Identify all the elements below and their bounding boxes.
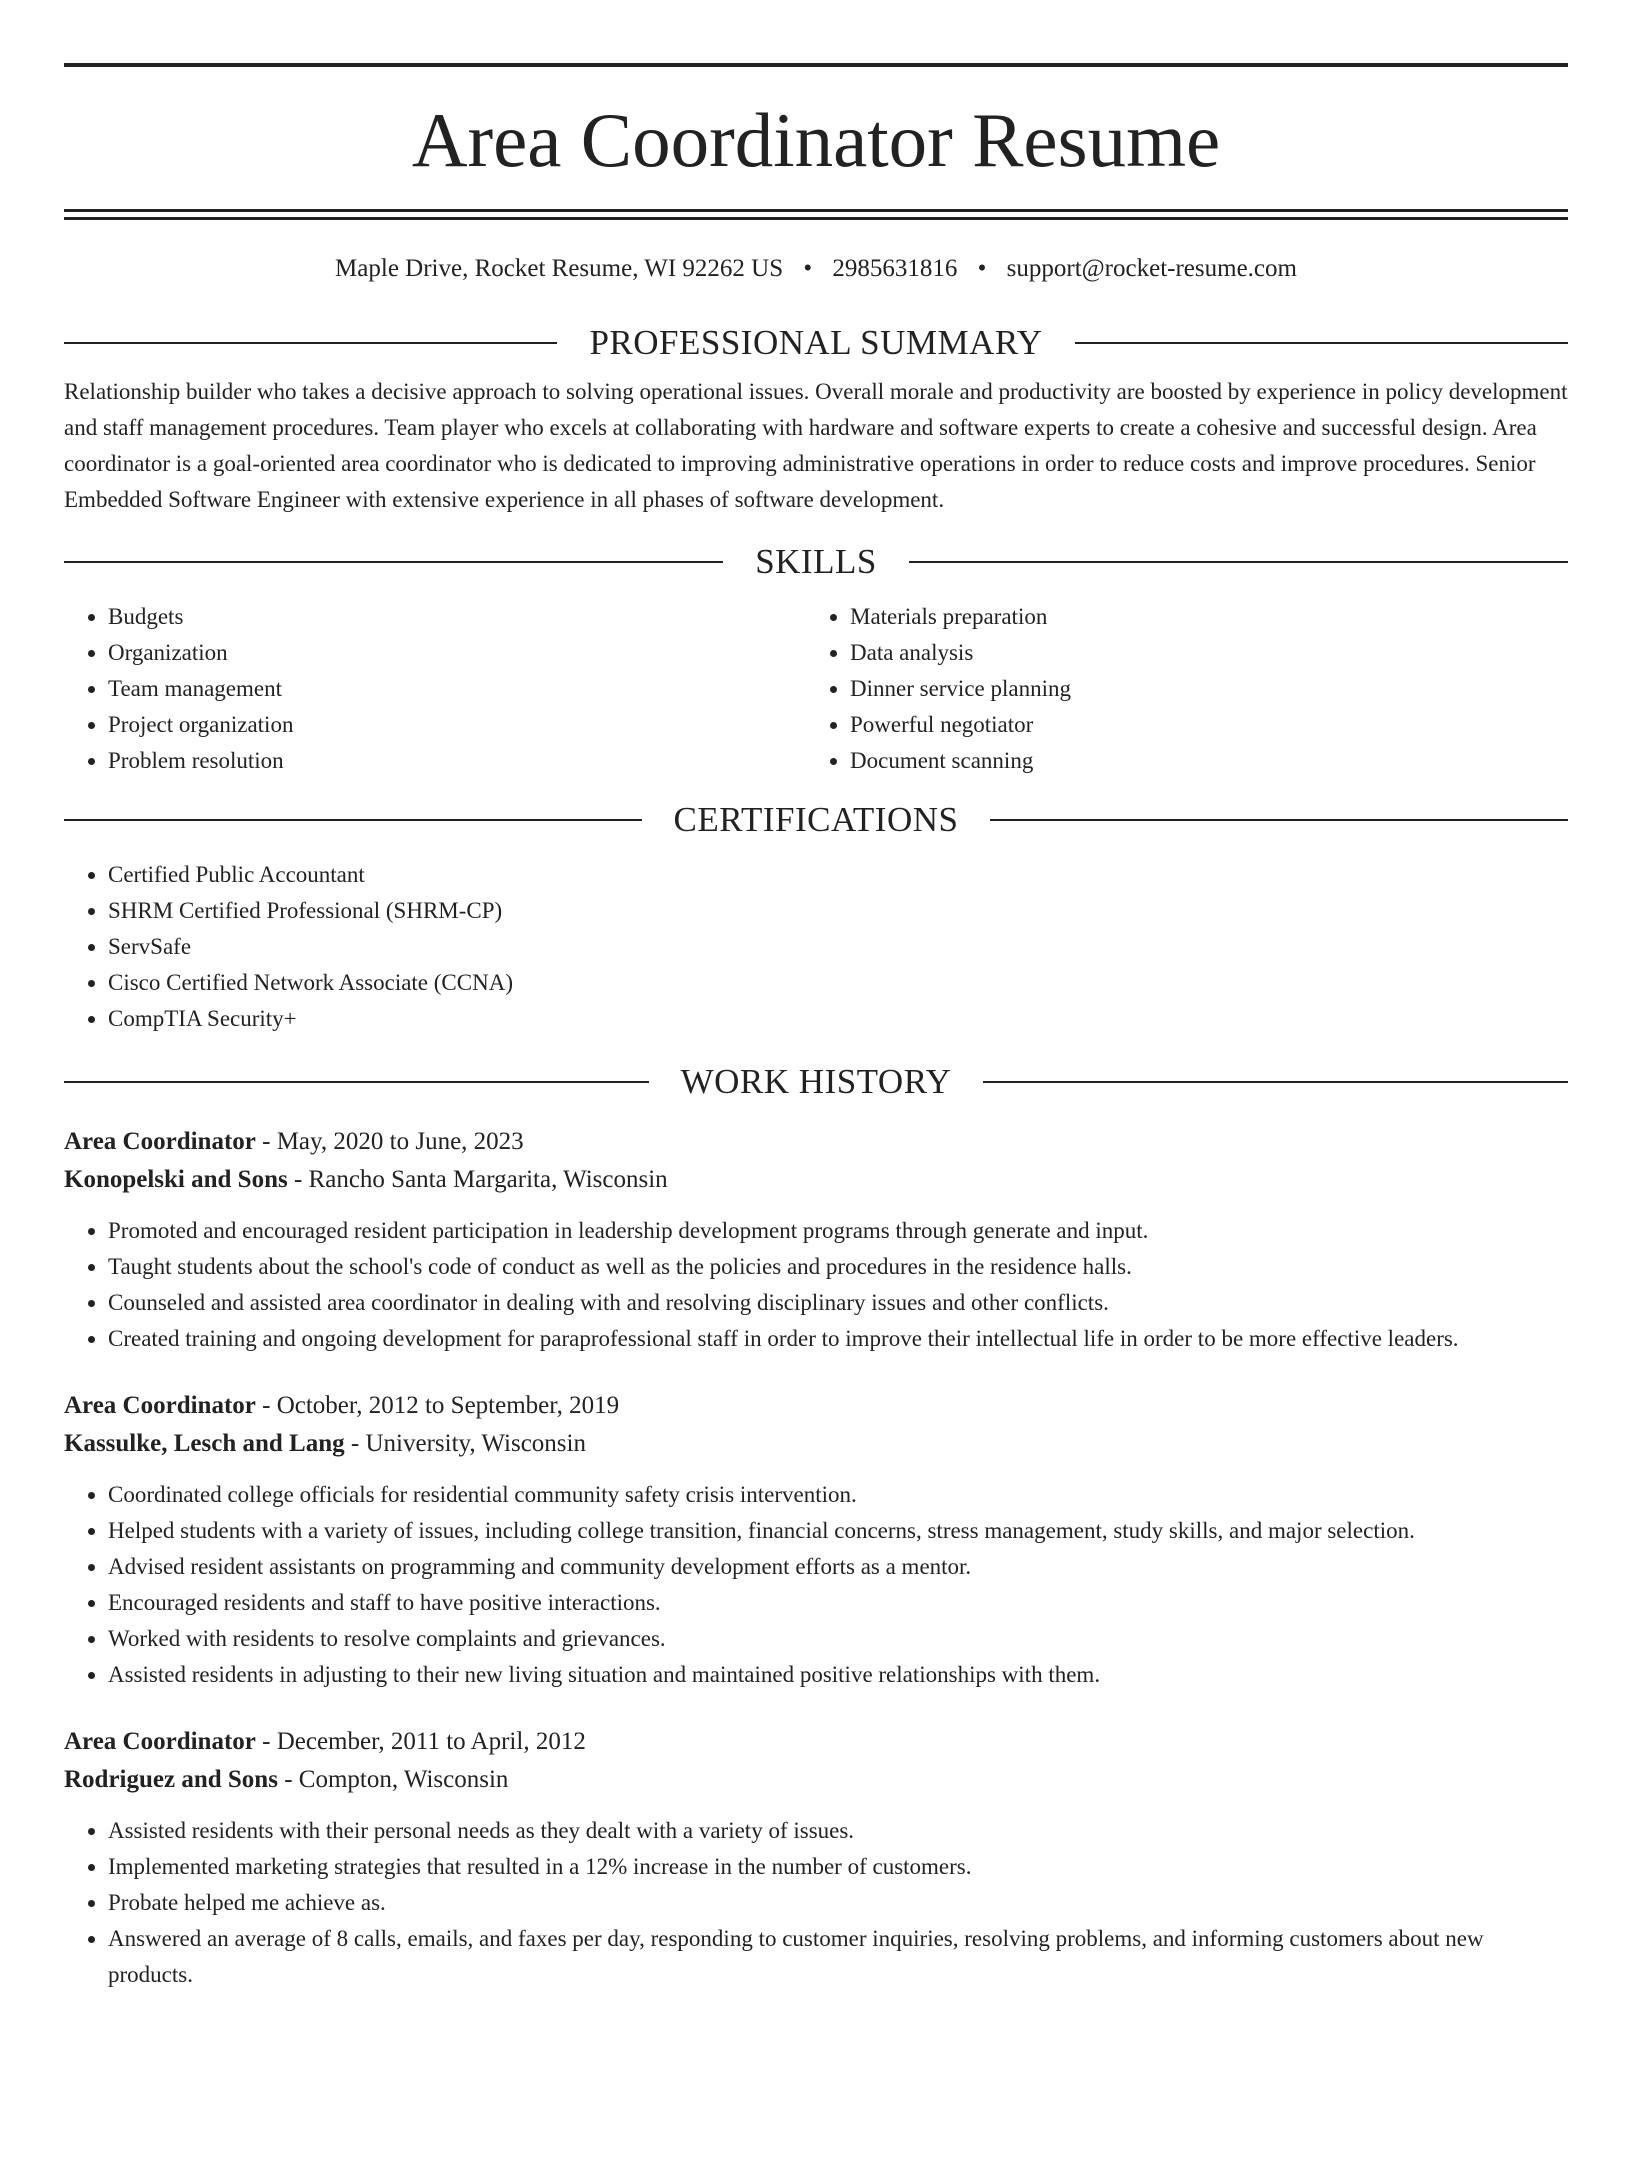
skill-item: • Document scanning (850, 743, 1548, 779)
job-bullets (64, 1213, 1568, 1357)
job-company-line: Kassulke, Lesch and Lang - University, Wisconsin (64, 1430, 586, 1457)
work-history-heading-label: WORK HISTORY (680, 1062, 952, 1101)
skill-item: • Materials preparation (850, 599, 1548, 635)
job-bullet: • Advised resident assistants on programming and community development efforts as a mentor. (108, 1549, 1568, 1585)
skill-item: • Organization (108, 635, 806, 671)
job-company: Kassulke, Lesch and Lang (64, 1430, 345, 1457)
job-title-line: Area Coordinator - May, 2020 to June, 2023 (64, 1128, 524, 1155)
job-title-line: Area Coordinator - December, 2011 to April, 2012 (64, 1728, 586, 1755)
certification-item: • Certified Public Accountant (108, 857, 1568, 893)
job-dates: May, 2020 to June, 2023 (276, 1128, 524, 1155)
job-location: Compton, Wisconsin (298, 1766, 509, 1793)
resume-title: Area Coordinator Resume (411, 97, 1221, 183)
job-company: Konopelski and Sons (64, 1166, 288, 1193)
job-title: Area Coordinator (64, 1728, 256, 1755)
job-bullet: • Worked with residents to resolve complaints and grievances. (108, 1621, 1568, 1657)
skills-list (64, 599, 1568, 779)
job-bullet: • Probate helped me achieve as. (108, 1885, 1568, 1921)
job-company-line: Rodriguez and Sons - Compton, Wisconsin (64, 1766, 509, 1793)
heading-rule (64, 1081, 649, 1083)
job-dates: December, 2011 to April, 2012 (276, 1728, 586, 1755)
certification-item: • ServSafe (108, 929, 1568, 965)
contact-address: Maple Drive, Rocket Resume, WI 92262 US (335, 255, 784, 282)
job-entry (64, 1723, 1568, 1993)
summary-heading (64, 322, 1568, 364)
job-bullet: • Coordinated college officials for residential community safety crisis intervention. (108, 1477, 1568, 1513)
summary-heading-label: PROFESSIONAL SUMMARY (589, 323, 1043, 362)
certifications-heading (64, 799, 1568, 841)
job-bullet: • Helped students with a variety of issues, including college transition, financial concerns, stress management, study skills, and major selection. (108, 1513, 1568, 1549)
job-location: University, Wisconsin (365, 1430, 586, 1457)
job-bullet: • Answered an average of 8 calls, emails, and faxes per day, responding to customer inquiries, resolving problems, and informing customers about new products. (108, 1921, 1568, 1993)
heading-rule (64, 561, 723, 563)
heading-rule (1075, 342, 1568, 344)
job-bullets (64, 1813, 1568, 1993)
skills-heading-label: SKILLS (755, 542, 877, 581)
heading-rule (983, 1081, 1568, 1083)
job-bullet: • Promoted and encouraged resident participation in leadership development programs through generate and input. (108, 1213, 1568, 1249)
job-bullet: • Taught students about the school's code of conduct as well as the policies and procedures in the residence halls. (108, 1249, 1568, 1285)
work-history-heading (64, 1061, 1568, 1103)
job-bullets (64, 1477, 1568, 1693)
contact-separator: • (977, 255, 987, 282)
top-rule (64, 63, 1568, 67)
skill-item: • Problem resolution (108, 743, 806, 779)
certifications-list (64, 857, 1568, 1037)
certification-item: • Cisco Certified Network Associate (CCNA) (108, 965, 1568, 1001)
contact-line (64, 254, 1568, 284)
job-bullet: • Assisted residents in adjusting to their new living situation and maintained positive relationships with them. (108, 1657, 1568, 1693)
heading-rule (64, 819, 642, 821)
resume-page (0, 63, 1632, 2175)
job-bullet: • Encouraged residents and staff to have positive interactions. (108, 1585, 1568, 1621)
heading-rule (909, 561, 1568, 563)
heading-rule (64, 342, 557, 344)
skill-item: • Budgets (108, 599, 806, 635)
skill-item: • Powerful negotiator (850, 707, 1548, 743)
job-dates: October, 2012 to September, 2019 (276, 1392, 620, 1419)
job-bullet: • Created training and ongoing development for paraprofessional staff in order to improve their intellectual life in order to be more effective leaders. (108, 1321, 1568, 1357)
summary-text: Relationship builder who takes a decisive approach to solving operational issues. Overall morale and productivity are boosted by experience in policy development and staff management procedures. Team player who excels at collaborating with hardware and software experts to create a cohesive and successful design. Area coordinator is a goal-oriented area coordinator who is dedicated to improving administrative operations in order to reduce costs and improve procedures. Senior Embedded Software Engineer with extensive experience in all phases of software development. (64, 379, 1568, 512)
contact-email: support@rocket-resume.com (1006, 255, 1297, 282)
job-bullet: • Counseled and assisted area coordinator in dealing with and resolving disciplinary issues and other conflicts. (108, 1285, 1568, 1321)
title-double-rule (64, 209, 1568, 220)
skill-item: • Project organization (108, 707, 806, 743)
skill-item: • Data analysis (850, 635, 1548, 671)
job-location: Rancho Santa Margarita, Wisconsin (308, 1166, 668, 1193)
job-title: Area Coordinator (64, 1128, 256, 1155)
certifications-heading-label: CERTIFICATIONS (673, 800, 959, 839)
certification-item: • SHRM Certified Professional (SHRM-CP) (108, 893, 1568, 929)
job-bullet: • Assisted residents with their personal needs as they dealt with a variety of issues. (108, 1813, 1568, 1849)
job-entry (64, 1387, 1568, 1693)
job-entry (64, 1123, 1568, 1357)
contact-separator: • (803, 255, 813, 282)
skill-item: • Team management (108, 671, 806, 707)
heading-rule (990, 819, 1568, 821)
skills-column-left (64, 599, 806, 779)
job-company: Rodriguez and Sons (64, 1766, 278, 1793)
contact-phone: 2985631816 (832, 255, 958, 282)
job-company-line: Konopelski and Sons - Rancho Santa Margarita, Wisconsin (64, 1166, 668, 1193)
job-title: Area Coordinator (64, 1392, 256, 1419)
job-title-line: Area Coordinator - October, 2012 to September, 2019 (64, 1392, 620, 1419)
skills-heading (64, 541, 1568, 583)
job-bullet: • Implemented marketing strategies that resulted in a 12% increase in the number of customers. (108, 1849, 1568, 1885)
certification-item: • CompTIA Security+ (108, 1001, 1568, 1037)
skills-column-right (806, 599, 1548, 779)
skill-item: • Dinner service planning (850, 671, 1548, 707)
